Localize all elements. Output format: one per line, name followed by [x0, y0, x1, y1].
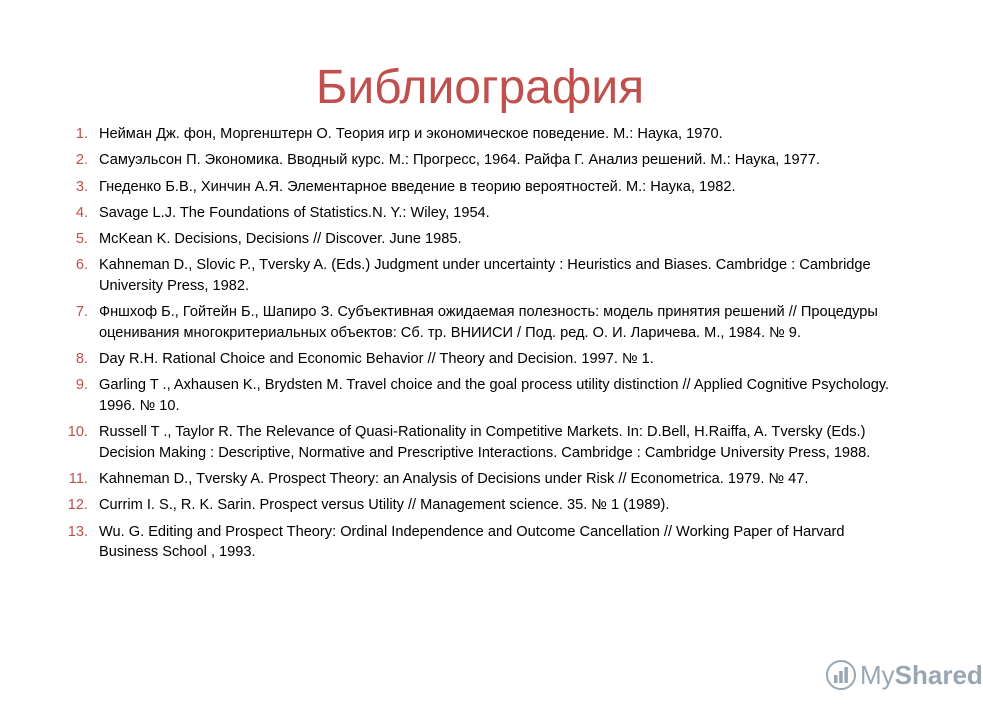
list-item	[0, 124, 894, 145]
list-item-number: 13.	[67, 523, 88, 540]
list-item-text: Самуэльсон П. Экономика. Вводный курс. М.: Прогресс, 1964. Райфа Г. Анализ решений. М.: Наука, 1977.	[99, 152, 820, 169]
list-item	[0, 255, 894, 296]
list-item	[0, 150, 894, 171]
list-item-text: Kahneman D., Tversky A. Prospect Theory: an Analysis of Decisions under Risk // Econometrica. 1979. № 47.	[99, 470, 809, 487]
watermark-logo	[826, 660, 983, 690]
list-item	[0, 375, 894, 416]
list-item-text: McKean K. Decisions, Decisions // Discover. June 1985.	[99, 231, 462, 248]
watermark-text	[860, 660, 983, 690]
list-item	[0, 495, 894, 516]
list-item-number: 4.	[75, 204, 88, 221]
list-item-text: Гнеденко Б.В., Хинчин А.Я. Элементарное введение в теорию вероятностей. М.: Наука, 1982.	[99, 178, 736, 195]
list-item-number: 11.	[68, 470, 88, 487]
list-item	[0, 522, 894, 563]
list-item-number: 10.	[67, 424, 88, 441]
list-item-number: 2.	[75, 152, 88, 169]
list-item-text: Currim I. S., R. K. Sarin. Prospect versus Utility // Management science. 35. № 1 (1989).	[99, 497, 670, 514]
watermark-text-bold: Shared	[894, 660, 983, 690]
list-item-number: 7.	[75, 304, 88, 321]
list-item-number: 9.	[75, 377, 88, 394]
list-item-number: 3.	[75, 178, 88, 195]
list-item-number: 8.	[75, 351, 88, 368]
list-item-text: Day R.H. Rational Choice and Economic Behavior // Theory and Decision. 1997. № 1.	[99, 351, 654, 368]
list-item	[0, 203, 894, 224]
list-item-text: Kahneman D., Slovic P., Tversky A. (Eds.) Judgment under uncertainty : Heuristics and Biases. Cambridge : Cambridge University Press, 1982.	[99, 257, 871, 294]
list-item	[0, 229, 894, 250]
list-item-text: Savage L.J. The Foundations of Statistics.N. Y.: Wiley, 1954.	[99, 204, 490, 221]
list-item	[0, 349, 894, 370]
bibliography-list	[0, 124, 960, 568]
watermark-text-light: My	[860, 660, 895, 690]
bar-chart-icon	[826, 660, 856, 690]
slide-title: Библиография	[315, 61, 645, 114]
list-item	[0, 302, 894, 343]
list-item-text: Нейман Дж. фон, Моргенштерн О. Теория игр и экономическое поведение. М.: Наука, 1970.	[99, 126, 723, 142]
list-item-number: 12.	[67, 497, 88, 514]
list-item	[0, 177, 894, 198]
list-item-number: 1.	[75, 126, 88, 142]
list-item-number: 5.	[75, 231, 88, 248]
list-item-text: Фншхоф Б., Гойтейн Б., Шапиро З. Субъективная ожидаемая полезность: модель принятия решений // Процедуры оценивания многокритериальных объектов: Сб. тр. ВНИИСИ / Под. ред. О. И. Ларичева. М., 1984. № 9.	[99, 304, 878, 341]
list-item-text: Garling T ., Axhausen K., Brydsten M. Travel choice and the goal process utility distinction // Applied Cognitive Psychology. 1996. № 10.	[99, 377, 890, 414]
list-item	[0, 422, 894, 463]
list-item-text: Wu. G. Editing and Prospect Theory: Ordinal Independence and Outcome Cancellation // Working Paper of Harvard Business School , 1993.	[99, 523, 845, 561]
list-item-number: 6.	[75, 257, 88, 274]
list-item	[0, 469, 894, 490]
list-item-text: Russell T ., Taylor R. The Relevance of Quasi-Rationality in Competitive Markets. In: D.Bell, H.Raiffa, A. Tversky (Eds.) Decision Making : Descriptive, Normative and Prescriptive Interactions. Cambridge : Cambridge University Press, 1988.	[99, 424, 871, 461]
